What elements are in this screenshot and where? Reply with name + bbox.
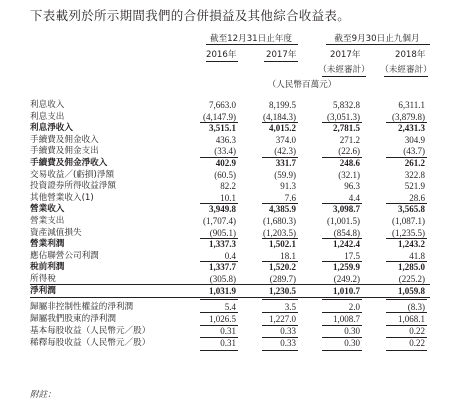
row-label: 淨利潤 [30,285,56,296]
row-value: 1,337.3 [209,239,236,250]
row-value: (43.7) [403,146,425,157]
row-value: 3.5 [284,302,296,313]
table-row [0,238,468,250]
row-value: (1,203.5) [263,227,296,238]
subtotal-rule [322,157,362,158]
annual-group-header: 截至12月31日止年度 [209,34,293,44]
subtotal-rule [386,157,427,158]
subtotal-rule [262,337,298,338]
row-value: 4,385.9 [269,204,296,215]
row-value: (3,051.3) [327,111,360,122]
row-label: 基本每股收益（人民幣元／股） [30,326,151,337]
row-value: 0.31 [220,338,236,348]
row-label: 營業支出 [30,216,65,226]
row-value: 0.22 [409,326,425,337]
row-value: 1,259.9 [333,262,360,273]
row-value: (3,879.8) [392,111,425,122]
year-rule-2017 [264,61,298,62]
subtotal-rule [200,203,238,204]
row-value: 0.30 [344,338,360,348]
row-value: 0.31 [220,326,236,337]
row-value: 1,059.8 [398,285,425,296]
table-row [0,134,468,146]
row-label: 交易收益／(虧損)淨額 [30,169,115,180]
row-value: 10.1 [220,192,236,203]
subtotal-rule [200,238,238,239]
row-value: 96.3 [344,181,360,192]
row-value: (249.2) [333,274,360,284]
row-value: 521.9 [404,181,425,192]
row-label: 歸屬我們股東的淨利潤 [30,313,116,324]
subtotal-rule [262,350,298,351]
row-value: (905.1) [209,227,236,238]
row-value: 436.3 [215,134,236,145]
row-value: (4,184.3) [263,111,296,122]
subtotal-rule [200,350,238,351]
subtotal-rule [386,261,427,262]
year-rule-2016 [206,61,238,62]
row-value: (1,680.3) [263,216,296,226]
row-value: 6,311.1 [398,100,425,110]
subtotal-rule [322,299,362,300]
row-value: 91.3 [280,181,296,192]
note-label: 附註： [30,390,56,400]
year-header-2017-9m: 2017年 [330,50,361,60]
row-value: 1,008.7 [333,313,360,324]
year-header-2017: 2017年 [266,50,297,60]
row-value: (42.3) [274,146,296,157]
row-value: 304.9 [404,134,425,145]
row-value: 2,431.3 [398,123,425,134]
row-label: 營業收入 [30,204,65,215]
unaudited-rule-2018 [384,76,428,77]
row-value: 4.4 [348,192,360,203]
row-value: 1,230.5 [269,285,296,296]
subtotal-rule [200,299,238,300]
subtotal-rule [262,238,298,239]
subtotal-rule [262,325,298,326]
row-value: 248.6 [339,158,360,168]
row-value: 271.2 [339,134,360,145]
row-value: 261.2 [404,158,425,168]
row-value: 28.6 [409,192,425,203]
row-value: 331.7 [275,158,296,168]
row-label: 所得稅 [30,274,56,284]
row-label: 手續費及佣金淨收入 [30,158,108,168]
table-row [0,122,468,134]
row-value: (33.4) [214,146,236,157]
row-label: 營業利潤 [30,239,65,250]
row-value: (305.8) [209,274,236,284]
subtotal-rule [200,122,238,123]
row-value: (1,707.4) [203,216,236,226]
row-value: (4,147.9) [203,111,236,122]
row-value: 1,337.7 [209,262,236,273]
subtotal-rule [386,299,427,300]
table-row [0,169,468,181]
year-header-2018-9m: 2018年 [395,50,426,60]
row-value: 1,502.1 [269,239,296,250]
row-value: 402.9 [215,158,236,168]
row-value: (1,235.5) [392,227,425,238]
subtotal-rule [386,337,427,338]
row-value: 1,243.2 [398,239,425,250]
subtotal-rule [322,238,362,239]
subtotal-rule [386,312,427,313]
row-label: 應佔聯營公司利潤 [30,250,99,261]
subtotal-rule [200,312,238,313]
row-value: (60.5) [214,169,236,180]
subtotal-rule [262,157,298,158]
row-label: 稀釋每股收益（人民幣元／股） [30,338,151,348]
row-value: 0.22 [409,338,425,348]
row-label: 其他營業收入(1) [30,192,94,203]
subtotal-rule [262,261,298,262]
row-value: (225.2) [398,274,425,284]
subtotal-rule [322,312,362,313]
row-value: 1,285.0 [398,262,425,273]
annual-group-rule [206,44,298,45]
table-row [0,157,468,169]
row-value: (32.1) [338,169,360,180]
subtotal-rule [322,325,362,326]
unaudited-2018: （未經審計） [380,65,432,75]
row-value: 2.0 [348,302,360,313]
unit-label: （人民幣百萬元） [267,80,337,90]
row-value: 374.0 [275,134,296,145]
subtotal-rule [386,203,427,204]
row-value: (1,001.5) [327,216,360,226]
row-value: 0.30 [344,326,360,337]
row-value: 3,515.1 [209,123,236,134]
subtotal-rule [200,157,238,158]
nine-month-group-rule [326,44,430,45]
row-value: 4,015.2 [269,123,296,134]
row-value: (854.8) [333,227,360,238]
row-value: 1,068.1 [398,313,425,324]
subtotal-rule [262,312,298,313]
intro-text: 下表載列於所示期間我們的合併損益及其他綜合收益表。 [30,8,351,23]
subtotal-rule [386,238,427,239]
row-value: 0.33 [280,326,296,337]
row-label: 利息收入 [30,100,65,110]
row-label: 歸屬非控制性權益的淨利潤 [30,302,134,313]
table-row [0,285,468,297]
subtotal-rule [262,299,298,300]
row-value: 0.33 [280,338,296,348]
subtotal-rule [322,350,362,351]
row-value: 1,520.2 [269,262,296,273]
row-value: 41.8 [409,250,425,261]
row-value: 3,949.8 [209,204,236,215]
row-value: 1,010.7 [333,285,360,296]
subtotal-rule [200,325,238,326]
row-value: 7,663.0 [209,100,236,110]
subtotal-rule [200,337,238,338]
row-value: 322.8 [404,169,425,180]
year-header-2016: 2016年 [206,50,237,60]
nine-month-group-header: 截至9月30日止九個月 [334,34,420,44]
row-value: 0.4 [224,250,236,261]
row-value: 3,098.7 [333,204,360,215]
row-label: 手續費及佣金收入 [30,134,99,145]
subtotal-rule [262,203,298,204]
subtotal-rule [386,325,427,326]
row-value: 82.2 [220,181,236,192]
row-label: 稅前利潤 [30,262,65,273]
table-row [0,215,468,227]
row-value: 8,199.5 [269,100,296,110]
subtotal-rule [322,337,362,338]
row-label: 利息支出 [30,111,65,122]
subtotal-rule [322,203,362,204]
subtotal-rule [322,261,362,262]
subtotal-rule [200,261,238,262]
table-row [0,337,468,349]
row-label: 利息淨收入 [30,123,73,134]
row-value: (289.7) [269,274,296,284]
row-value: 18.1 [280,250,296,261]
subtotal-rule [386,122,427,123]
row-label: 資產減值損失 [30,227,82,238]
net-profit-rule [30,284,430,285]
row-value: 1,031.9 [209,285,236,296]
subtotal-rule [262,122,298,123]
row-value: (1,087.1) [392,216,425,226]
row-value: 2,781.5 [333,123,360,134]
row-value: 1,026.5 [209,313,236,324]
subtotal-rule [386,350,427,351]
row-label: 投資證券所得收益淨額 [30,181,116,192]
row-value: 5,832.8 [333,100,360,110]
net-profit-rule [30,297,430,298]
table-row [0,261,468,273]
row-value: 3,565.8 [398,204,425,215]
unaudited-rule-2017 [322,76,366,77]
row-value: (8.3) [407,302,425,313]
row-value: 17.5 [344,250,360,261]
row-value: 1,227.0 [269,313,296,324]
row-label: 手續費及佣金支出 [30,146,99,157]
table-row [0,180,468,192]
table-row [0,99,468,111]
table-row [0,203,468,215]
row-value: 1,242.4 [333,239,360,250]
table-row [0,313,468,325]
subtotal-rule [322,122,362,123]
row-value: (59.9) [274,169,296,180]
row-value: (22.6) [338,146,360,157]
row-value: 7.6 [284,192,296,203]
row-value: 5.4 [224,302,236,313]
unaudited-2017: （未經審計） [318,65,370,75]
